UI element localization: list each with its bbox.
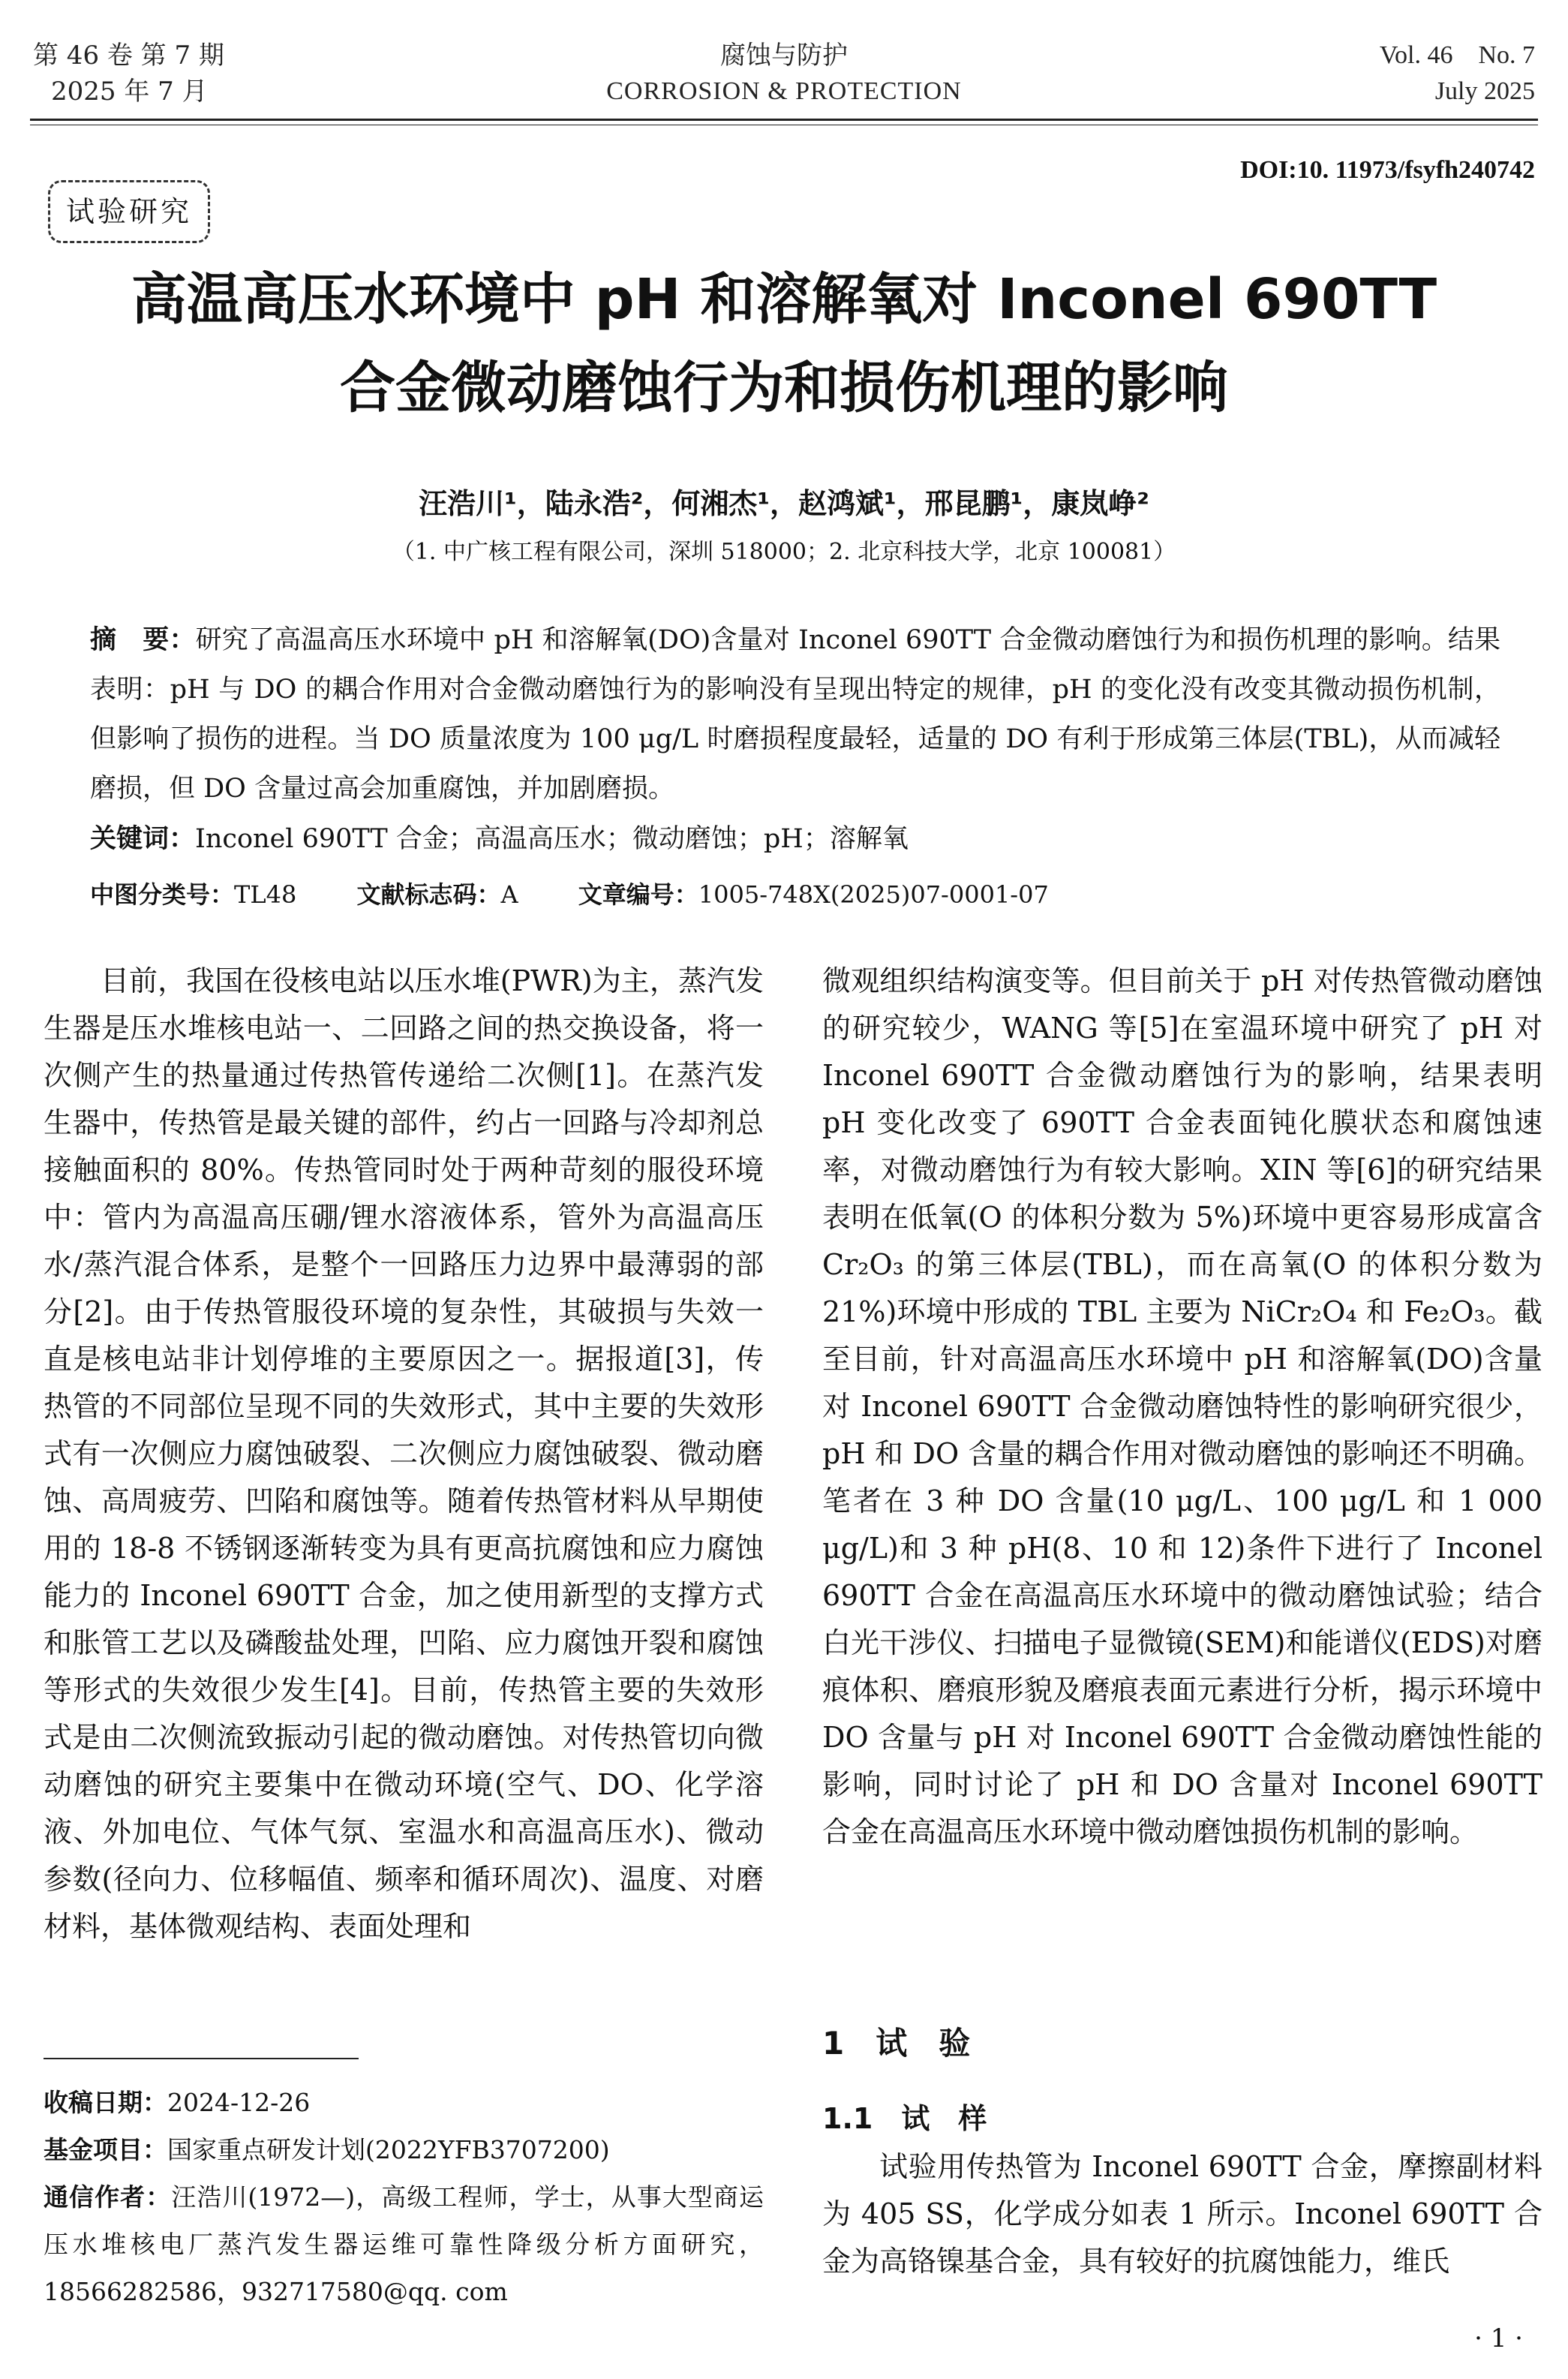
author-list: 汪浩川¹，陆永浩²，何湘杰¹，赵鸿斌¹，邢昆鹏¹，康岚峥² bbox=[419, 487, 1149, 520]
affiliations: （1. 中广核工程有限公司，深圳 518000；2. 北京科技大学，北京 100081） bbox=[392, 539, 1176, 565]
clc-value: TL48 bbox=[234, 880, 297, 909]
doc-code-label: 文献标志码： bbox=[356, 880, 501, 909]
classification-line bbox=[90, 872, 1500, 917]
issue-date: 2025 年 7 月 bbox=[51, 77, 208, 107]
title-line-2: 合金微动磨蚀行为和损伤机理的影响 bbox=[340, 356, 1228, 420]
body-paragraph: 目前，我国在役核电站以压水堆(PWR)为主，蒸汽发生器是压水堆核电站一、二回路之间的热交换设备，将一次侧产生的热量通过传热管传递给二次侧[1]。在蒸汽发生器中，传热管是最关键的部件，约占一回路与冷却剂总接触面积的 80%。传热管同时处于两种苛刻的服役环境中：管内为高温高压硼/锂水溶液体系，管外为高温高压水/蒸汽混合体系，是整个一回路压力边界中最薄弱的部分[2]。由于传热管服役环境的复杂性，其破损与失效一直是核电站非计划停堆的主要原因之一。据报道[3]，传热管的不同部位呈现不同的失效形式，其中主要的失效形式有一次侧应力腐蚀破裂、二次侧应力腐蚀破裂、微动磨蚀、高周疲劳、凹陷和腐蚀等。随着传热管材料从早期使用的 18-8 不锈钢逐渐转变为具有更高抗腐蚀和应力腐蚀能力的 Inconel 690TT 合金，加之使用新型的支撑方式和胀管工艺以及磷酸盐处理，凹陷、应力腐蚀开裂和腐蚀等形式的失效很少发生[4]。目前，传热管主要的失效形式是由二次侧流致振动引起的微动磨蚀。对传热管切向微动磨蚀的研究主要集中在微动环境(空气、DO、化学溶液、外加电位、气体气氛、室温水和高温高压水)、微动参数(径向力、位移幅值、频率和循环周次)、温度、对磨材料，基体微观结构、表面处理和 bbox=[44, 964, 764, 1943]
abstract-text: 研究了高温高压水环境中 pH 和溶解氧(DO)含量对 Inconel 690TT 合金微动磨蚀行为和损伤机理的影响。结果表明：pH 与 DO 的耦合作用对合金微动磨蚀行为的影响没有呈现出特定的规律，pH 的变化没有改变其微动损伤机制，但影响了损伤的进程。当 DO 质量浓度为 100 μg/L 时磨损程度最轻，适量的 DO 有利于形成第三体层(TBL)，从而减轻磨损，但 DO 含量过高会加重腐蚀，并加剧磨损。 bbox=[90, 625, 1500, 804]
journal-volume-header-en bbox=[1380, 38, 1535, 110]
doi: DOI:10. 11973/fsyfh240742 bbox=[1240, 156, 1535, 184]
journal-name-header bbox=[0, 38, 1568, 110]
abstract bbox=[90, 615, 1500, 814]
journal-name-cn: 腐蚀与防护 bbox=[720, 41, 848, 71]
corresponding-author-value: 汪浩川(1972—)，高级工程师，学士，从事大型商运压水堆核电厂蒸汽发生器运维可靠性降级分析方面研究，18566282586，932717580@qq. com bbox=[44, 2182, 764, 2306]
received-label: 收稿日期： bbox=[44, 2088, 167, 2117]
body-paragraph: 微观组织结构演变等。但目前关于 pH 对传热管微动磨蚀的研究较少，WANG 等[5]在室温环境中研究了 pH 对 Inconel 690TT 合金微动磨蚀行为的影响，结果表明 pH 变化改变了 690TT 合金表面钝化膜状态和腐蚀速率，对微动磨蚀行为有较大影响。XIN 等[6]的研究结果表明在低氧(O 的体积分数为 5%)环境中更容易形成富含 Cr₂O₃ 的第三体层(TBL)，而在高氧(O 的体积分数为 21%)环境中形成的 TBL 主要为 NiCr₂O₄ 和 Fe₂O₃。截至目前，针对高温高压水环境中 pH 和溶解氧(DO)含量对 Inconel 690TT 合金微动磨蚀特性的影响研究很少，pH 和 DO 含量的耦合作用对微动磨蚀的影响还不明确。笔者在 3 种 DO 含量(10 μg/L、100 μg/L 和 1 000 μg/L)和 3 种 pH(8、10 和 12)条件下进行了 Inconel 690TT 合金在高温高压水环境中的微动磨蚀试验；结合白光干涉仪、扫描电子显微镜(SEM)和能谱仪(EDS)对磨痕体积、磨痕形貌及磨痕表面元素进行分析，揭示环境中 DO 含量与 pH 对 Inconel 690TT 合金微动磨蚀性能的影响，同时讨论了 pH 和 DO 含量对 Inconel 690TT 合金在高温高压水环境中微动磨蚀损伤机制的影响。 bbox=[822, 964, 1542, 1848]
abstract-label: 摘 要： bbox=[90, 625, 196, 655]
corresponding-author-label: 通信作者： bbox=[44, 2182, 172, 2212]
article-number-label: 文章编号： bbox=[578, 880, 698, 909]
keywords-label: 关键词： bbox=[90, 824, 196, 854]
keywords bbox=[90, 817, 1500, 862]
section-heading-1: 1 试 验 bbox=[822, 2025, 971, 2062]
body-column-right bbox=[822, 958, 1542, 1856]
issue-date-en: July 2025 bbox=[1434, 77, 1535, 105]
fund-label: 基金项目： bbox=[44, 2135, 167, 2164]
body-column-right-cont bbox=[822, 2143, 1542, 2285]
journal-name-en: CORROSION & PROTECTION bbox=[606, 77, 962, 105]
title-line-1: 高温高压水环境中 pH 和溶解氧对 Inconel 690TT bbox=[131, 267, 1437, 332]
keywords-text: Inconel 690TT 合金；高温高压水；微动磨蚀；pH；溶解氧 bbox=[195, 824, 909, 854]
volume-issue: 第 46 卷 第 7 期 bbox=[33, 41, 224, 71]
fund-value: 国家重点研发计划(2022YFB3707200) bbox=[167, 2135, 610, 2164]
article-title bbox=[0, 255, 1568, 432]
header-rule bbox=[30, 119, 1538, 121]
footnotes bbox=[44, 2079, 764, 2315]
received-date: 2024-12-26 bbox=[167, 2088, 311, 2117]
body-paragraph: 试验用传热管为 Inconel 690TT 合金，摩擦副材料为 405 SS，化学成分如表 1 所示。Inconel 690TT 合金为高铬镍基合金，具有较好的抗腐蚀能力，维氏 bbox=[822, 2150, 1542, 2278]
doc-code-value: A bbox=[500, 880, 518, 909]
page-number: · 1 · bbox=[1474, 2323, 1523, 2353]
body-column-left bbox=[44, 958, 764, 1950]
volume-issue-en: Vol. 46 No. 7 bbox=[1379, 41, 1535, 69]
clc-label: 中图分类号： bbox=[90, 880, 235, 909]
section-heading-1-1: 1.1 试 样 bbox=[822, 2102, 987, 2135]
article-number-value: 1005-748X(2025)07-0001-07 bbox=[698, 880, 1049, 909]
footnote-rule bbox=[44, 2058, 359, 2059]
section-tag: 试验研究 bbox=[48, 180, 210, 243]
